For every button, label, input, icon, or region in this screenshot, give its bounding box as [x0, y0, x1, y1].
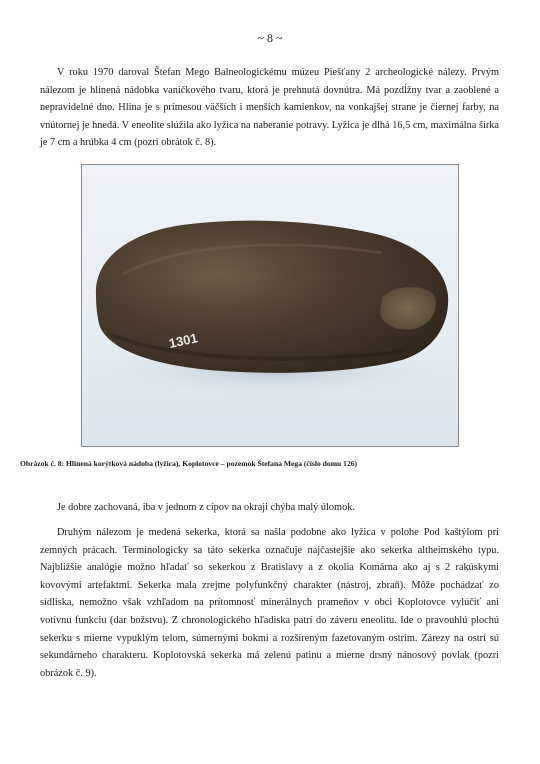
- page-number: ~ 8 ~: [257, 31, 283, 45]
- paragraph-preservation: Je dobre zachovaná, iba v jednom z cípov na okraji chýba malý úlomok.: [57, 502, 355, 513]
- paragraph-axe-description: Druhým nálezom je medená sekerka, ktorá sa našla podobne ako lyžica v polohe Pod kaštýlom pri zemných prácach. Terminologicky sa táto sekerka označuje najčastejšie ako sekerka altheimského typu. Najbližšie analógie možno hľadať so sekerkou z Bratislavy a z okolia Komárna ako aj s 2 rakúskymi kovovými artefaktmi. Sekerka mala zrejme polyfunkčný charakter (nástroj, zbraň). Môže pochádzať zo sídliska, nemožno však vzhľadom na prítomnosť minerálnych prameňov v obci Koplotovce vylúčiť ani votívnu funkciu (dar božstvu). Z chronologického hľadiska patrí do záveru eneolitu. Ide o pravouhlú plochú sekerku s mierne vypuklým telom, súmernými bokmi a rozšíreným fazetovaným ostrím. Zárezy na ostrí sú sekundárneho charakteru. Koplotovská sekerka má zelenú patinu a mierne drsný nánosový povlak (pozri obrázok č. 9).: [40, 527, 499, 679]
- photo-clay-spoon: [82, 165, 458, 446]
- figure-caption: Obrázok č. 8: Hlinená korýtková nádoba (lyžica), Koplotovce – pozemok Štefana Mega (číslo domu 126): [20, 459, 358, 468]
- object-label-number: 1301: [167, 330, 199, 351]
- figure-clay-spoon-photo: [81, 164, 459, 447]
- paragraph-spoon-description: V roku 1970 daroval Štefan Mego Balneologickému múzeu Piešťany 2 archeologické nálezy. Prvým nálezom je hlinená nádobka vaničkového tvaru, ktorá je prehnutá dovnútra. Má pozdĺžny tvar a zaoblené a nepravidelné dno. Hlina je s prímesou väčších i menších kamienkov, na vonkajšej strane je čiernej farby, na vnútornej je hnedá. V eneolite slúžila ako lyžica na naberanie potravy. Lyžica je dlhá 16,5 cm, maximálna šírka je 7 cm a hrúbka 4 cm (pozri obrátok č. 8).: [40, 67, 499, 149]
